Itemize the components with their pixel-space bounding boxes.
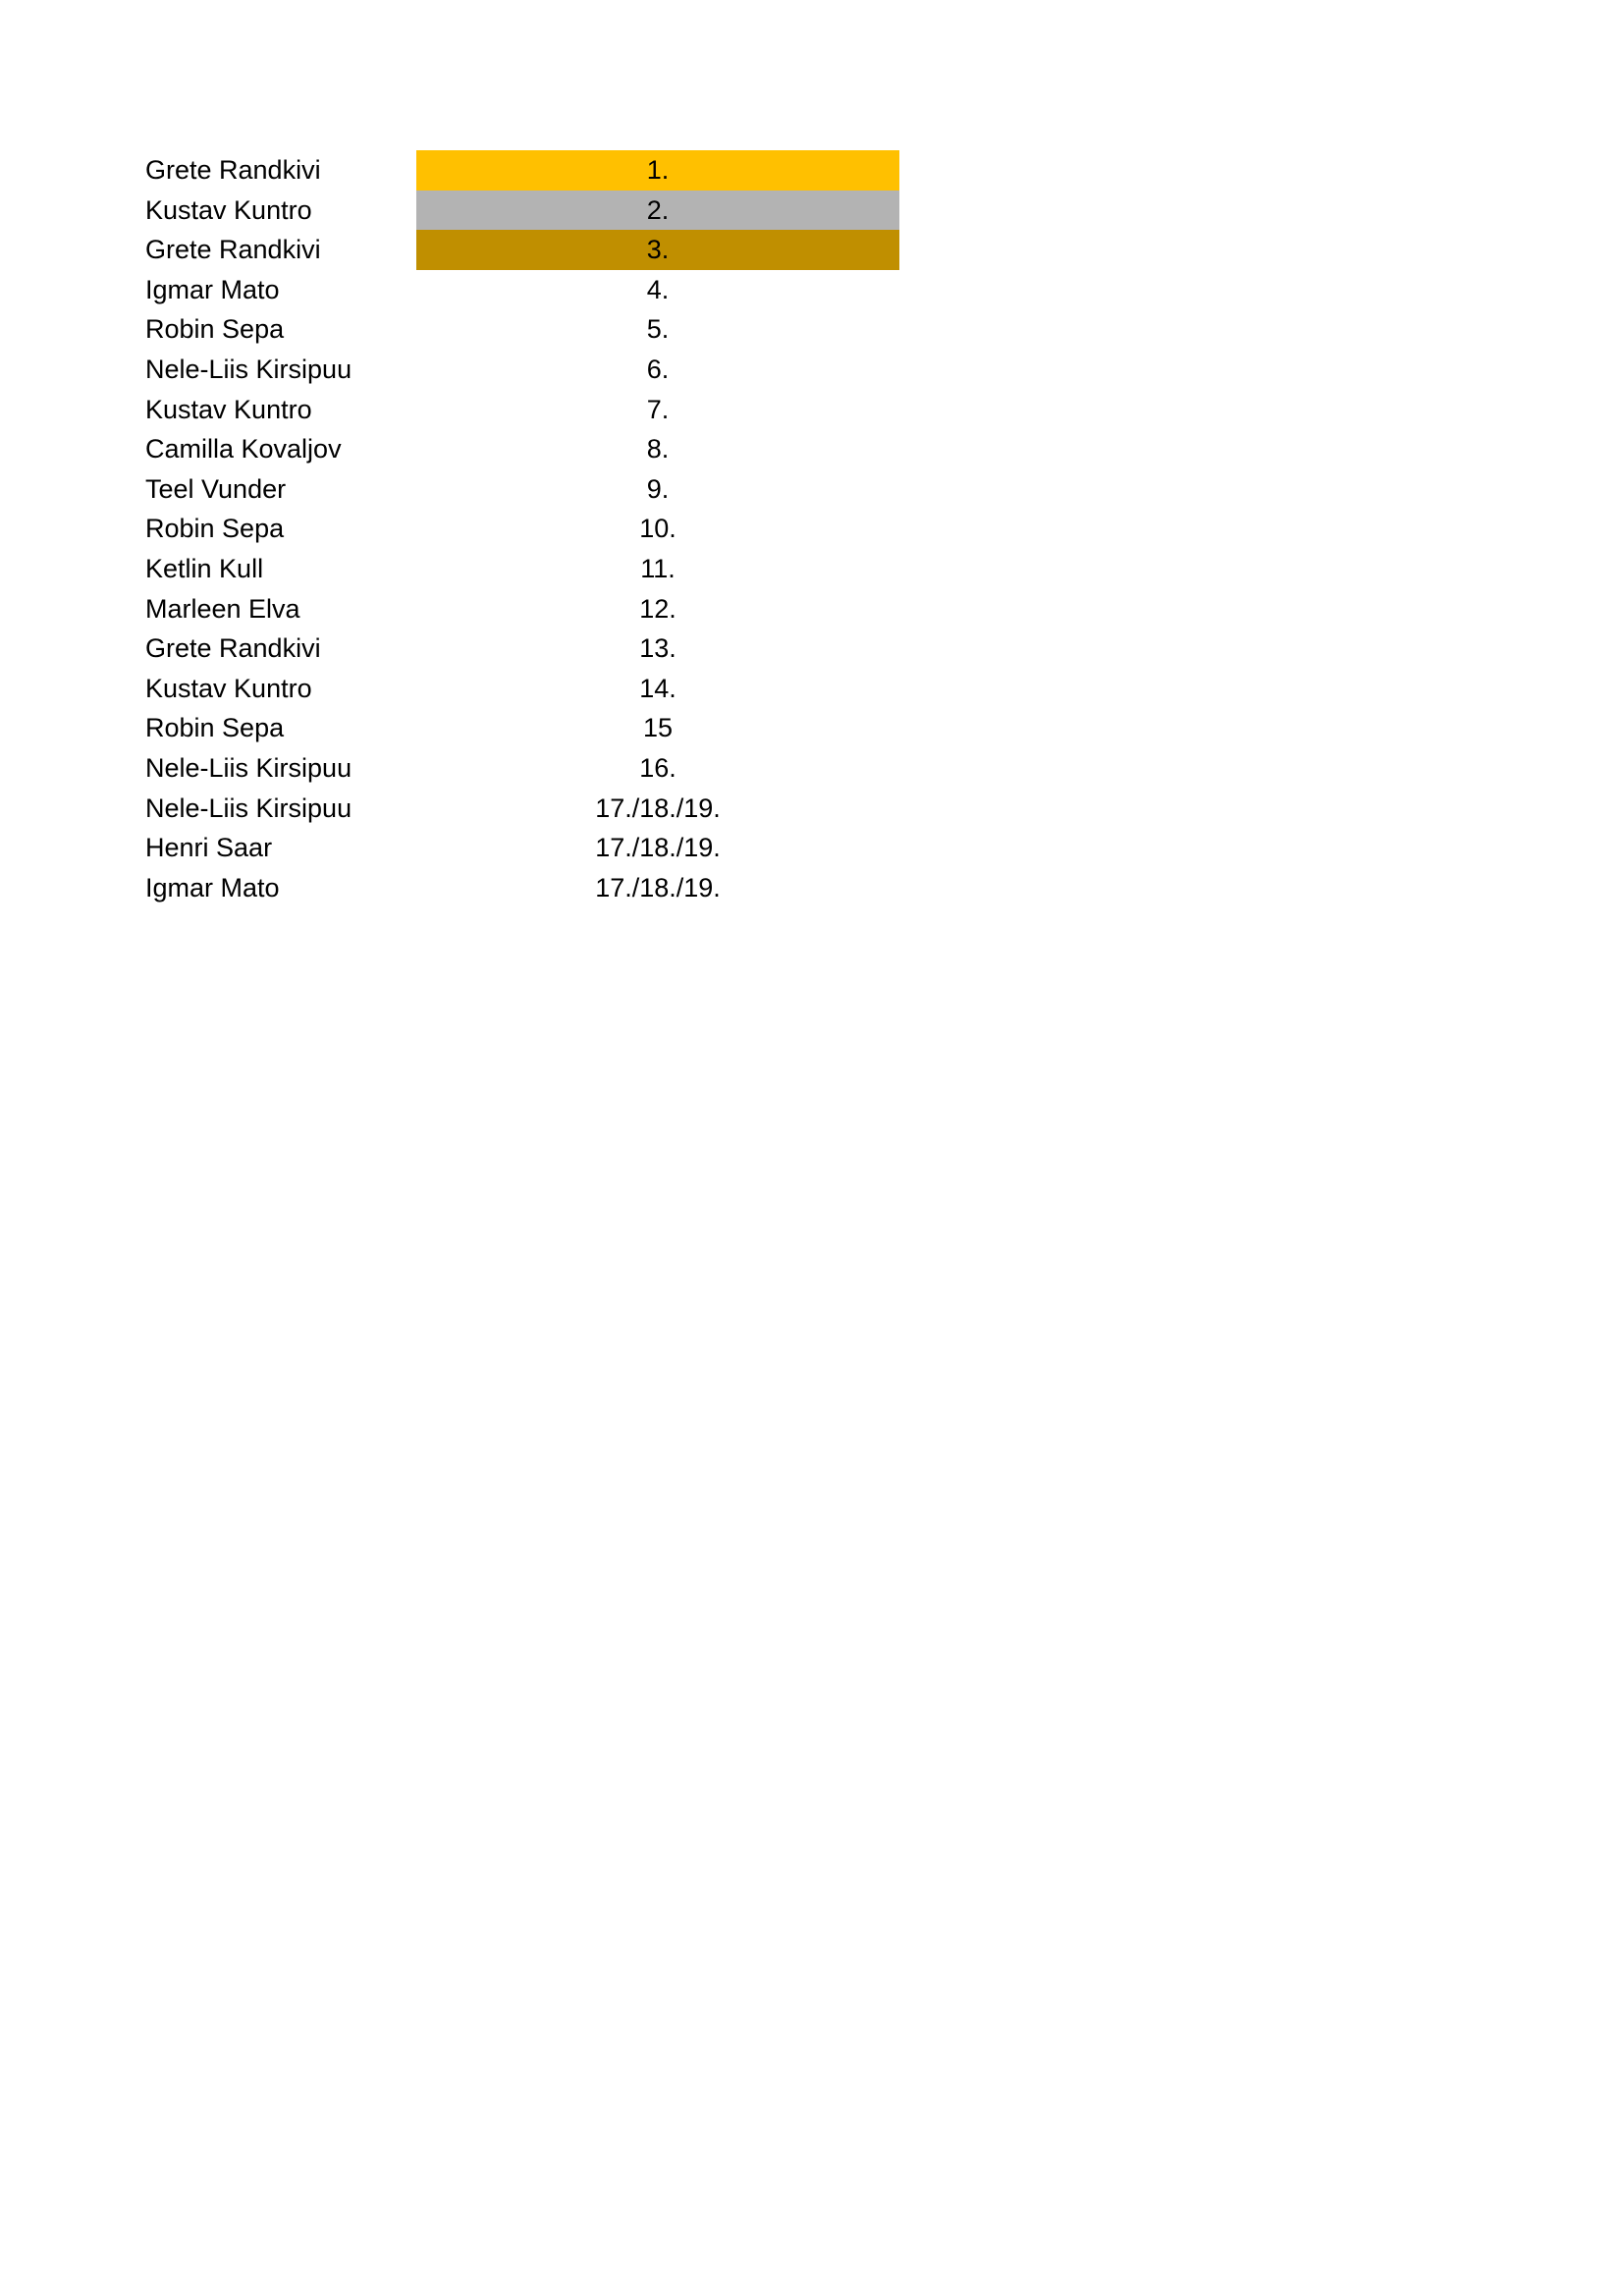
placement: 16. (639, 752, 677, 783)
competitor-name: Igmar Mato (145, 274, 280, 304)
competitor-name: Robin Sepa (145, 314, 285, 345)
placement: 12. (639, 593, 677, 624)
competitor-name: Henri Saar (145, 833, 273, 863)
placement: 3. (416, 230, 899, 270)
table-row (136, 150, 899, 191)
competitor-name: Nele-Liis Kirsipuu (145, 752, 352, 783)
table-row (136, 230, 899, 270)
table-row (136, 789, 899, 829)
placement: 17./18./19. (595, 872, 721, 902)
table-row (136, 828, 899, 868)
placement: 7. (646, 394, 670, 424)
competitor-name: Robin Sepa (145, 514, 285, 544)
table-row (136, 390, 899, 430)
results-table-body (136, 150, 899, 907)
competitor-name: Camilla Kovaljov (145, 434, 342, 465)
placement: 13. (639, 633, 677, 664)
placement: 8. (646, 434, 670, 465)
placement: 4. (646, 274, 670, 304)
table-row (136, 629, 899, 669)
table-row (136, 469, 899, 510)
competitor-name: Ketlin Kull (145, 553, 264, 583)
competitor-name: Kustav Kuntro (145, 394, 312, 424)
table-row (136, 270, 899, 310)
table-row (136, 191, 899, 231)
placement: 15 (642, 713, 674, 743)
competitor-name: Grete Randkivi (145, 155, 321, 185)
table-row (136, 429, 899, 469)
table-row (136, 549, 899, 589)
competitor-name: Marleen Elva (145, 593, 300, 624)
results-table (136, 150, 899, 907)
competitor-name: Nele-Liis Kirsipuu (145, 354, 352, 384)
table-row (136, 589, 899, 629)
table-row (136, 509, 899, 549)
table-row (136, 309, 899, 350)
competitor-name: Kustav Kuntro (145, 673, 312, 703)
table-row (136, 350, 899, 390)
competitor-name: Grete Randkivi (145, 235, 321, 265)
placement: 17./18./19. (595, 793, 721, 823)
competitor-name: Igmar Mato (145, 872, 280, 902)
placement: 10. (639, 514, 677, 544)
table-row (136, 748, 899, 789)
placement: 5. (646, 314, 670, 345)
placement: 9. (646, 473, 670, 504)
competitor-name: Kustav Kuntro (145, 194, 312, 225)
table-row (136, 868, 899, 908)
table-row (136, 669, 899, 709)
competitor-name: Teel Vunder (145, 473, 287, 504)
placement: 11. (640, 553, 676, 583)
placement: 6. (646, 354, 670, 384)
placement: 2. (416, 191, 899, 231)
placement: 1. (416, 150, 899, 191)
competitor-name: Nele-Liis Kirsipuu (145, 793, 352, 823)
competitor-name: Robin Sepa (145, 713, 285, 743)
table-row (136, 708, 899, 748)
competitor-name: Grete Randkivi (145, 633, 321, 664)
placement: 17./18./19. (595, 833, 721, 863)
placement: 14. (639, 673, 677, 703)
